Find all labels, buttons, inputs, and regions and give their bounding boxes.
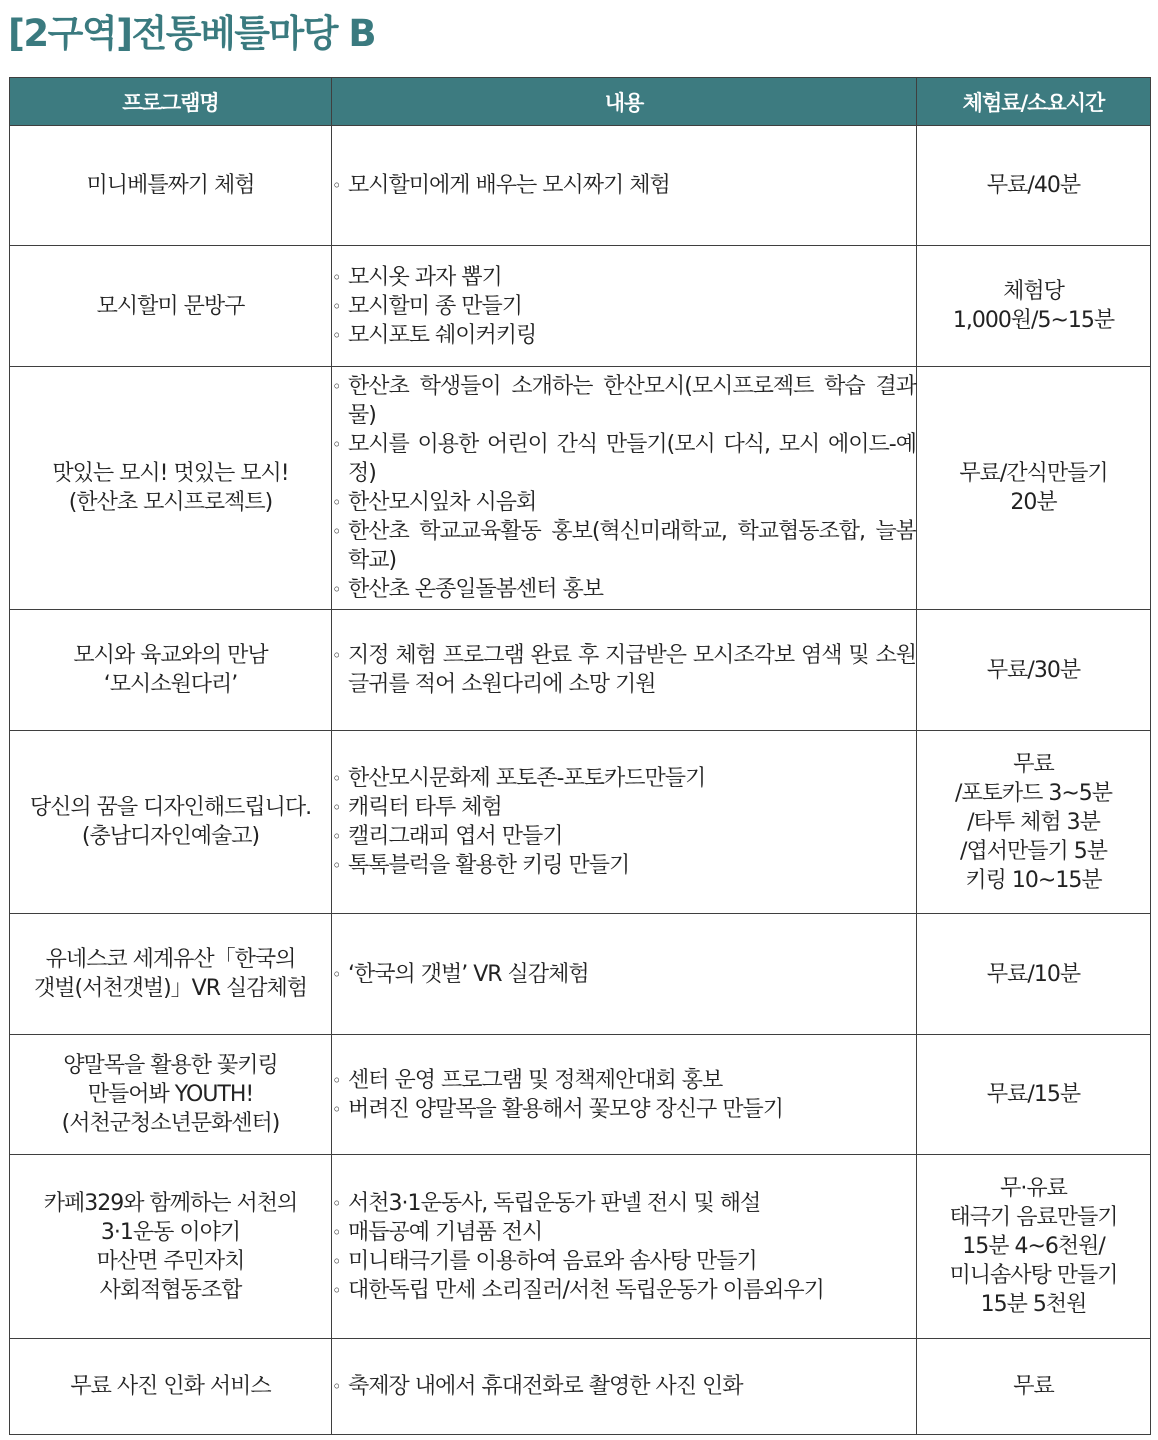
content-list xyxy=(332,960,916,989)
program-name-cell xyxy=(10,1035,332,1155)
table-row xyxy=(10,126,1151,246)
content-item: ◦ 매듭공예 기념품 전시 xyxy=(332,1218,916,1247)
fee-time-line: 무료/15분 xyxy=(986,1082,1081,1107)
fee-time-cell xyxy=(917,610,1151,731)
fee-time-cell xyxy=(917,914,1151,1035)
fee-time-line: 무료/10분 xyxy=(986,961,1081,987)
content-item: ◦ 미니태극기를 이용하여 음료와 솜사탕 만들기 xyxy=(332,1247,916,1276)
program-name: (서천군청소년문화센터) xyxy=(61,1111,280,1136)
content-cell xyxy=(332,246,917,367)
content-item: ◦ 센터 운영 프로그램 및 정책제안대회 홍보 xyxy=(332,1066,916,1095)
content-cell xyxy=(332,731,917,914)
content-list xyxy=(332,263,916,350)
content-cell xyxy=(332,367,917,610)
fee-time-line: 20분 xyxy=(1010,490,1057,515)
content-item: ◦ 지정 체험 프로그램 완료 후 지급받은 모시조각보 염색 및 소원글귀를 적어 소원다리에 소망 기원 xyxy=(332,641,916,699)
fee-time-line: /엽서만들기 5분 xyxy=(960,838,1107,864)
program-name: 유네스코 세계유산「한국의 xyxy=(45,947,296,972)
fee-time-cell xyxy=(917,246,1151,367)
program-name: (한산초 모시프로젝트) xyxy=(68,490,273,515)
program-name: 카페329와 함께하는 서천의 xyxy=(43,1190,298,1216)
program-name-cell xyxy=(10,367,332,610)
content-item: ◦ 한산모시문화제 포토존-포토카드만들기 xyxy=(332,764,916,793)
fee-time-line: 무료/30분 xyxy=(986,657,1081,683)
program-table xyxy=(9,77,1151,1435)
content-item: ◦ 모시할미에게 배우는 모시짜기 체험 xyxy=(332,171,916,200)
content-cell xyxy=(332,1339,917,1435)
content-item: ◦ 캐릭터 타투 체험 xyxy=(332,793,916,822)
fee-time-line: 무·유료 xyxy=(1000,1176,1067,1201)
content-cell xyxy=(332,1035,917,1155)
fee-time-cell xyxy=(917,1035,1151,1155)
header-content: 내용 xyxy=(332,78,917,126)
fee-time-line: 미니솜사탕 만들기 xyxy=(949,1263,1118,1288)
fee-time-line: 무료/간식만들기 xyxy=(959,461,1108,486)
fee-time-line: 15분 4~6천원/ xyxy=(962,1234,1105,1259)
header-fee-time: 체험료/소요시간 xyxy=(917,78,1151,126)
fee-time-cell xyxy=(917,731,1151,914)
fee-time-line: 태극기 음료만들기 xyxy=(949,1205,1118,1230)
table-row xyxy=(10,1339,1151,1435)
content-list xyxy=(332,641,916,699)
program-name: 당신의 꿈을 디자인해드립니다. xyxy=(29,795,312,820)
program-name: 갯벌(서천갯벌)」VR 실감체험 xyxy=(33,976,308,1001)
program-name-cell xyxy=(10,1339,332,1435)
content-list xyxy=(332,1189,916,1305)
program-name: 맛있는 모시! 멋있는 모시! xyxy=(52,461,289,486)
program-name: 양말목을 활용한 꽃키링 xyxy=(63,1053,278,1078)
content-cell xyxy=(332,610,917,731)
table-row xyxy=(10,246,1151,367)
content-cell xyxy=(332,914,917,1035)
content-item: ◦ 축제장 내에서 휴대전화로 촬영한 사진 인화 xyxy=(332,1372,916,1401)
table-row xyxy=(10,914,1151,1035)
program-name: ‘모시소원다리’ xyxy=(103,672,238,697)
program-name-cell xyxy=(10,126,332,246)
program-name: 만들어봐 YOUTH! xyxy=(87,1082,254,1107)
fee-time-line: 15분 5천원 xyxy=(980,1292,1087,1317)
table-row xyxy=(10,1035,1151,1155)
content-list xyxy=(332,1372,916,1401)
content-item: ◦ 대한독립 만세 소리질러/서천 독립운동가 이름외우기 xyxy=(332,1276,916,1305)
fee-time-line: 무료/40분 xyxy=(986,173,1081,198)
program-name: 모시할미 문방구 xyxy=(96,293,245,319)
content-item: ◦ 한산모시잎차 시음회 xyxy=(332,488,916,517)
content-list xyxy=(332,764,916,880)
fee-time-cell xyxy=(917,126,1151,246)
program-name: 미니베틀짜기 체험 xyxy=(86,173,255,198)
fee-time-line: /타투 체험 3분 xyxy=(967,809,1100,835)
program-name: 3·1운동 이야기 xyxy=(100,1219,241,1245)
content-item: ◦ 모시포토 쉐이커키링 xyxy=(332,321,916,350)
content-item: ◦ 한산초 학생들이 소개하는 한산모시(모시프로젝트 학습 결과물) xyxy=(332,372,916,430)
content-cell xyxy=(332,126,917,246)
table-header-row xyxy=(10,78,1151,126)
page-title: [2구역]전통베틀마당 B xyxy=(8,12,376,55)
table-row xyxy=(10,731,1151,914)
program-name-cell xyxy=(10,1155,332,1339)
program-name: 사회적협동조합 xyxy=(99,1277,242,1303)
content-item: ◦ 캘리그래피 엽서 만들기 xyxy=(332,822,916,851)
program-name-cell xyxy=(10,246,332,367)
table-row xyxy=(10,367,1151,610)
content-item: ◦ 톡톡블럭을 활용한 키링 만들기 xyxy=(332,851,916,880)
content-list xyxy=(332,372,916,604)
content-list xyxy=(332,1066,916,1124)
program-name-cell xyxy=(10,610,332,731)
program-name: 마산면 주민자치 xyxy=(96,1248,245,1274)
header-program-name: 프로그램명 xyxy=(10,78,332,126)
fee-time-line: 체험당 xyxy=(1003,279,1064,304)
program-name-cell xyxy=(10,731,332,914)
fee-time-line: 무료 xyxy=(1013,751,1054,777)
content-list xyxy=(332,171,916,200)
program-name-cell xyxy=(10,914,332,1035)
fee-time-cell xyxy=(917,1155,1151,1339)
table-row xyxy=(10,610,1151,731)
fee-time-line: 키링 10~15분 xyxy=(965,867,1102,893)
content-item: ◦ 모시옷 과자 뽑기 xyxy=(332,263,916,292)
fee-time-line: 무료 xyxy=(1013,1374,1054,1399)
content-item: ◦ 한산초 학교교육활동 홍보(혁신미래학교, 학교협동조합, 늘봄학교) xyxy=(332,517,916,575)
fee-time-cell xyxy=(917,1339,1151,1435)
content-item: ◦ 한산초 온종일돌봄센터 홍보 xyxy=(332,575,916,604)
content-item: ◦ 버려진 양말목을 활용해서 꽃모양 장신구 만들기 xyxy=(332,1095,916,1124)
content-item: ◦ 모시를 이용한 어린이 간식 만들기(모시 다식, 모시 에이드-예정) xyxy=(332,430,916,488)
program-name: 모시와 육교와의 만남 xyxy=(73,643,268,668)
program-name: (충남디자인예술고) xyxy=(81,824,260,849)
fee-time-cell xyxy=(917,367,1151,610)
table-row xyxy=(10,1155,1151,1339)
fee-time-line: 1,000원/5~15분 xyxy=(952,308,1115,333)
fee-time-line: /포토카드 3~5분 xyxy=(954,780,1113,806)
content-cell xyxy=(332,1155,917,1339)
program-name: 무료 사진 인화 서비스 xyxy=(70,1374,271,1399)
content-item: ◦ ‘한국의 갯벌’ VR 실감체험 xyxy=(332,960,916,989)
content-item: ◦ 모시할미 종 만들기 xyxy=(332,292,916,321)
content-item: ◦ 서천3·1운동사, 독립운동가 판넬 전시 및 해설 xyxy=(332,1189,916,1218)
